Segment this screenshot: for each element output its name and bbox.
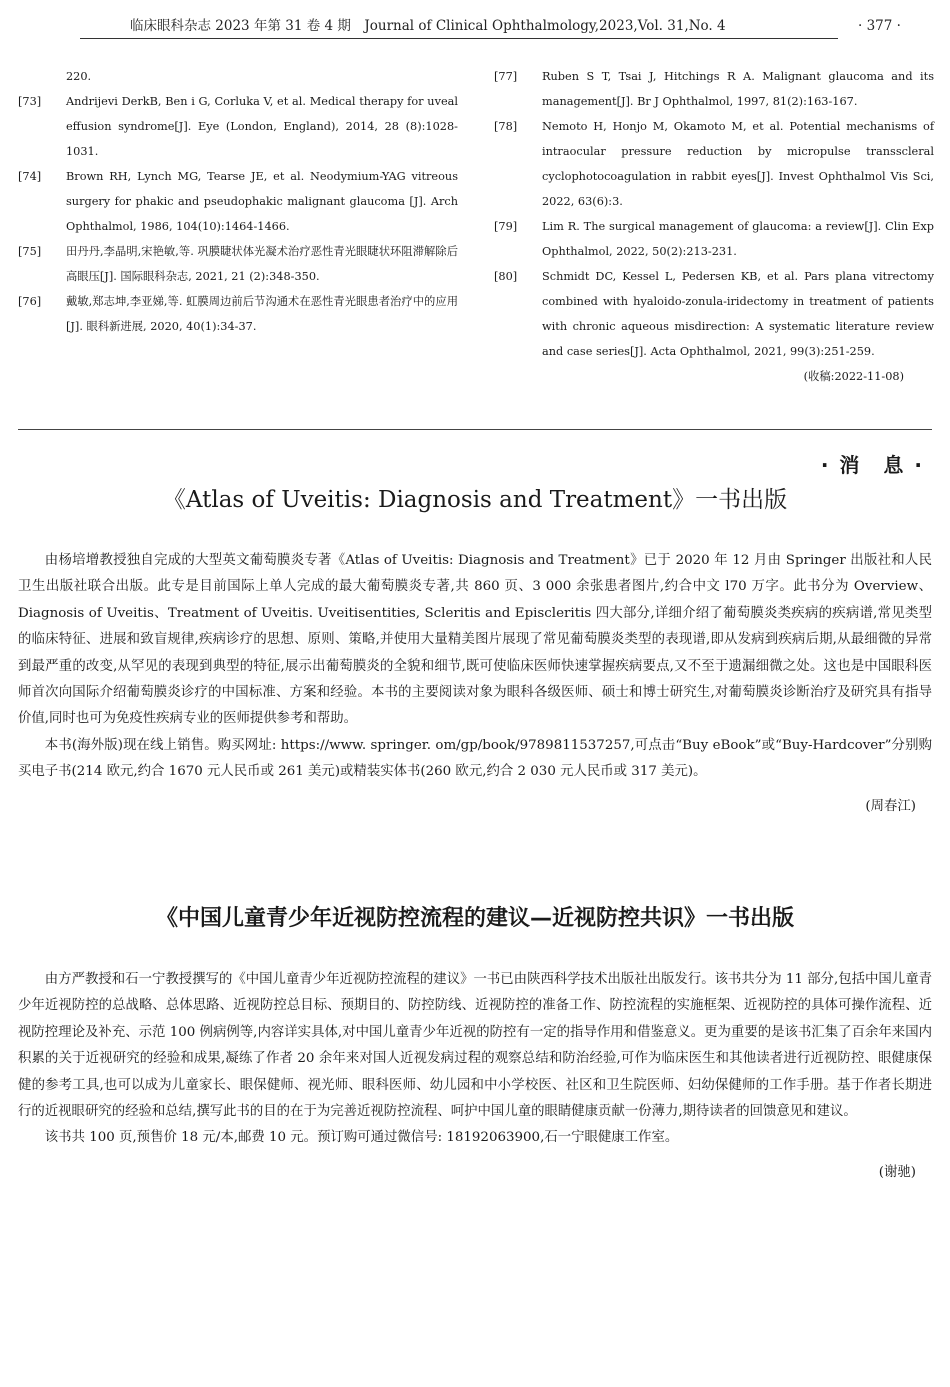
- reference-number: [78]: [494, 120, 518, 133]
- reference-text: Schmidt DC, Kessel L, Pedersen KB, et al. Pars plana vitrectomy combined with hyaloido-zonula-iridectomy in treatment of patients with chronic aqueous misdirection: A systematic literature review and case series[J]. Acta Ophthalmol, 2021, 99(3):251-259.: [542, 270, 934, 358]
- news-paragraph: 本书(海外版)现在线上销售。购买网址: https://www. springer. om/gp/book/9789811537257,可点击“Buy eBook”或“Buy-Hardcover”分别购买电子书(214 欧元,约合 1670 元人民币或 261 美元)或精装实体书(260 欧元,约合 2 030 元人民币或 317 美元)。: [18, 737, 932, 780]
- reference-column-left: [18, 64, 458, 339]
- news-title-uveitis-atlas: 《Atlas of Uveitis: Diagnosis and Treatment》一书出版: [162, 487, 788, 513]
- reference-number: [76]: [18, 295, 42, 308]
- reference-item: [18, 289, 458, 339]
- running-header: [80, 14, 838, 39]
- reference-text: Nemoto H, Honjo M, Okamoto M, et al. Potential mechanisms of intraocular pressure reduction by micropulse transscleral cyclophotocoagulation in rabbit eyes[J]. Invest Ophthalmol Vis Sci, 2022, 63(6):3.: [542, 120, 934, 208]
- section-divider: [18, 429, 932, 430]
- news-body-uveitis-atlas: [18, 548, 932, 820]
- reference-text: Brown RH, Lynch MG, Tearse JE, et al. Neodymium-YAG vitreous surgery for phakic and pseudophakic malignant glaucoma [J]. Arch Ophthalmol, 1986, 104(10):1464-1466.: [66, 170, 458, 233]
- news-author: (谢驰): [878, 1164, 916, 1180]
- page-number: · 377 ·: [858, 18, 901, 34]
- journal-citation: 临床眼科杂志 2023 年第 31 卷 4 期 Journal of Clinical Ophthalmology,2023,Vol. 31,No. 4: [130, 18, 726, 34]
- reference-text: Lim R. The surgical management of glaucoma: a review[J]. Clin Exp Ophthalmol, 2022, 50(2):213-231.: [542, 220, 934, 258]
- news-paragraph: 该书共 100 页,预售价 18 元/本,邮费 10 元。预订购可通过微信号: 18192063900,石一宁眼健康工作室。: [44, 1130, 679, 1146]
- reference-item: [18, 89, 458, 164]
- reference-item: [494, 264, 934, 364]
- reference-text: Andrijevi DerkB, Ben i G, Corluka V, et al. Medical therapy for uveal effusion syndrome[J]. Eye (London, England), 2014, 28 (8):1028-1031.: [66, 95, 458, 158]
- reference-item: [18, 64, 458, 89]
- received-date: (收稿:2022-11-08): [803, 370, 904, 383]
- reference-number: [73]: [18, 95, 42, 108]
- reference-item: [18, 164, 458, 239]
- news-body-myopia-book: [18, 967, 932, 1186]
- reference-number: [79]: [494, 220, 518, 233]
- reference-item: [494, 114, 934, 214]
- news-section-label: · 消 息 ·: [820, 453, 924, 477]
- reference-text: 220.: [66, 70, 92, 83]
- reference-number: [75]: [18, 245, 42, 258]
- news-author: (周春江): [865, 798, 916, 814]
- reference-number: [80]: [494, 270, 518, 283]
- reference-column-right: [494, 64, 934, 389]
- reference-number: [74]: [18, 170, 42, 183]
- reference-item: [494, 64, 934, 114]
- news-paragraph: 由方严教授和石一宁教授撰写的《中国儿童青少年近视防控流程的建议》一书已由陕西科学技术出版社出版发行。该书共分为 11 部分,包括中国儿童青少年近视防控的总战略、总体思路、近视防控总目标、预期目的、防控防线、近视防控的准备工作、防控流程的实施框架、近视防控的具体可操作流程、近视防控理论及补充、示范 100 例病例等,内容详实具体,对中国儿童青少年近视的防控有一定的指导作用和借鉴意义。更为重要的是该书汇集了百余年来国内积累的关于近视研究的经验和成果,凝练了作者 20 余年来对国人近视发病过程的观察总结和防治经验,可作为临床医生和其他读者进行近视防控、眼健康保健的参考工具,也可以成为儿童家长、眼保健师、视光师、眼科医师、幼儿园和中小学校医、社区和卫生院医师、妇幼保健师的工作手册。基于作者长期进行的近视眼研究的经验和总结,撰写此书的目的在于为完善近视防控流程、呵护中国儿童的眼睛健康贡献一份薄力,期待读者的回馈意见和建议。: [18, 972, 932, 1120]
- reference-text: Ruben S T, Tsai J, Hitchings R A. Malignant glaucoma and its management[J]. Br J Ophthalmol, 1997, 81(2):163-167.: [542, 70, 934, 108]
- reference-number: [77]: [494, 70, 518, 83]
- reference-text: 田丹丹,李晶明,宋艳敏,等. 巩膜睫状体光凝术治疗恶性青光眼睫状环阻滞解除后高眼压[J]. 国际眼科杂志, 2021, 21 (2):348-350.: [66, 245, 458, 283]
- news-title-myopia-book: 《中国儿童青少年近视防控流程的建议—近视防控共识》一书出版: [155, 906, 794, 931]
- reference-item: [18, 239, 458, 289]
- reference-text: 戴敏,郑志坤,李亚娣,等. 虹膜周边前后节沟通术在恶性青光眼患者治疗中的应用[J]. 眼科新进展, 2020, 40(1):34-37.: [66, 295, 458, 333]
- news-paragraph: 由杨培增教授独自完成的大型英文葡萄膜炎专著《Atlas of Uveitis: Diagnosis and Treatment》已于 2020 年 12 月由 Springer 出版社和人民卫生出版社联合出版。此专是目前国际上单人完成的最大葡萄膜炎专著,共 860 页、3 000 余张患者图片,约合中文 l70 万字。此书分为 Overview、Diagnosis of Uveitis、Treatment of Uveitis. Uveitisentities, Scleritis and Episcleritis 四大部分,详细介绍了葡萄膜炎类疾病的疾病谱,常见类型的临床特征、进展和致盲规律,疾病诊疗的思想、原则、策略,并使用大量精美图片展现了常见葡萄膜炎类型的表现谱,即从发病到疾病后期,从最细微的异常到最严重的改变,从罕见的表现到典型的特征,展示出葡萄膜炎的全貌和细节,既可使临床医师快速掌握疾病要点,又不至于遗漏细微之处。这也是中国眼科医师首次向国际介绍葡萄膜炎诊疗的中国标准、方案和经验。本书的主要阅读对象为眼科各级医师、硕士和博士研究生,对葡萄膜炎诊断治疗及研究具有指导价值,同时也可为免疫性疾病专业的医师提供参考和帮助。: [18, 553, 932, 727]
- reference-item: [494, 214, 934, 264]
